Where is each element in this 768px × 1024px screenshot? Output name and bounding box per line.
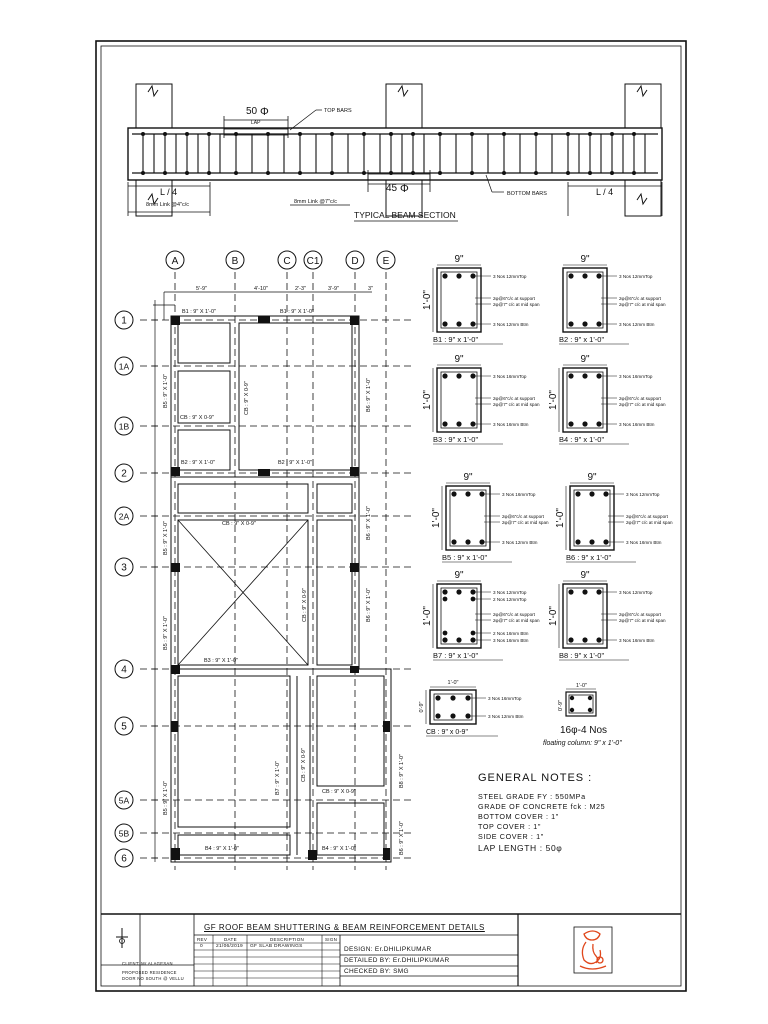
bottom-bar-dot (596, 421, 601, 426)
ganesha-logo (580, 931, 606, 969)
plan-label-b2-left: B2 : 9" X 1'-0" (181, 460, 215, 466)
beam-section-detail (422, 570, 540, 660)
section-callout: 2φ@7" c/c at mid span (502, 519, 549, 525)
grid-row-label: 6 (121, 853, 127, 865)
beam-section-detail (422, 254, 540, 344)
plan-label-b3: B3 : 9" X 1'-0" (204, 658, 238, 664)
top-bar-dot (479, 491, 484, 496)
extra-top-bar-dot (471, 597, 476, 602)
section-width-label: 9" (580, 354, 590, 365)
top-bar-dot (456, 273, 461, 278)
plan-label-v-b6-2: B6 : 9" X 1'-0" (366, 506, 372, 540)
bottom-bar-dot (456, 321, 461, 326)
section-width-label: 9" (454, 570, 464, 581)
section-callout: 3 Nos 16mm Btm (626, 539, 662, 545)
note-line-1: STEEL GRADE FY : 550MPa (478, 792, 586, 801)
top-bar-dot (465, 491, 470, 496)
section-depth-label: 1'-0" (422, 290, 433, 310)
floating-column-bars: 16φ-4 Nos (560, 725, 608, 736)
section-callout: 3 Nos 16mmTop (502, 491, 536, 497)
section-callout: 2 Nos 16mm Btm (493, 630, 529, 636)
plan-label-b4-left: B4 : 9" X 1'-0" (205, 846, 239, 852)
section-caption: B6 : 9" x 1'-0" (566, 553, 612, 562)
top-bar-dot (575, 491, 580, 496)
description-header: DESCRIPTION (270, 937, 305, 942)
floating-column-depth: 0'-9" (558, 700, 564, 711)
rev-value: 0 (200, 944, 203, 949)
l4-right-label: L / 4 (596, 187, 614, 197)
bottom-bar-dot (568, 637, 573, 642)
plan-label-b1-right: B1 : 9" X 1'-0" (280, 309, 314, 315)
section-callout: 3 Nos 16mmTop (493, 373, 527, 379)
mid-lap-phi: Φ (400, 183, 409, 195)
section-callout: 3 Nos 12mm Btm (488, 713, 524, 719)
section-callout: 2φ@6"c/c at support (619, 295, 661, 301)
extra-bottom-bar-dot (443, 631, 448, 636)
section-caption: B7 : 9" x 1'-0" (433, 651, 479, 660)
bottom-bar-dot (589, 539, 594, 544)
section-caption: B8 : 9" x 1'-0" (559, 651, 605, 660)
top-bar-dot (456, 589, 461, 594)
section-depth-label: 0'-9" (419, 701, 425, 713)
general-notes-heading: GENERAL NOTES : (478, 772, 593, 784)
lap-small-label: LAP (251, 120, 261, 126)
link-mid-label: 8mm Link @7"c/c (294, 199, 337, 205)
section-callout: 2φ@6"c/c at support (493, 295, 535, 301)
bottom-bar-dot (470, 321, 475, 326)
section-callout: 2φ@6"c/c at support (619, 395, 661, 401)
plan-label-v-b6-3: B6 : 9" X 1'-0" (366, 588, 372, 622)
section-width-label: 9" (454, 254, 464, 265)
typical-beam-section (128, 84, 662, 221)
beam-section-detail (548, 354, 666, 444)
plan-label-cb-left: CB : 9" X 0-9" (180, 415, 214, 421)
top-bar-dot (470, 373, 475, 378)
extra-top-bar-dot (443, 597, 448, 602)
section-caption: B2 : 9" x 1'-0" (559, 335, 605, 344)
note-line-3: BOTTOM COVER : 1" (478, 812, 559, 821)
plan-label-v-b6-4: B6 : 9" X 1'-0" (399, 821, 405, 855)
floating-column-width: 1'-0" (576, 683, 587, 689)
bottom-bar-dot (465, 713, 470, 718)
bottom-bar-dot (470, 637, 475, 642)
section-callout: 3 Nos 16mm Btm (619, 637, 655, 643)
grid-row-label: 5B (118, 828, 130, 839)
project-line-1: PROPOSED RESIDENCE (122, 970, 177, 975)
section-callout: 3 Nos 12mm Btm (493, 321, 529, 327)
top-bar-dot (568, 373, 573, 378)
top-bar-dot (470, 589, 475, 594)
bottom-bar-dot (582, 421, 587, 426)
grid-row-label: 5A (118, 795, 130, 806)
bottom-bar-dot (596, 637, 601, 642)
section-callout: 3 Nos 12mmTop (619, 273, 653, 279)
grid-row-label: 1A (118, 361, 130, 372)
grid-row-label: 3 (121, 562, 127, 574)
typical-beam-section-title: TYPICAL BEAM SECTION (354, 210, 456, 220)
bottom-bar-dot (435, 713, 440, 718)
beam-section-detail (422, 354, 540, 444)
grid-row-label: 5 (121, 721, 127, 733)
plan-label-v-b5-mid: B5 : 9" X 1'-0" (163, 521, 169, 555)
detailed-by: DETAILED BY: Er.DHILIPKUMAR (344, 957, 450, 964)
top-dim-4: 3'-9" (328, 286, 339, 292)
bottom-bar-dot (568, 421, 573, 426)
plan-label-cb-mid: CB : 9" X 0-9" (222, 521, 256, 527)
grid-col-label: C1 (306, 256, 320, 267)
grid-row-label: 1B (118, 421, 130, 432)
plan-label-v-cb-3: CB : 9" X 0-9" (301, 748, 307, 782)
section-caption: B3 : 9" x 1'-0" (433, 435, 479, 444)
top-bar-dot (450, 695, 455, 700)
section-callout: 2φ@7" c/c at mid span (493, 617, 540, 623)
note-line-2: GRADE OF CONCRETE fck : M25 (478, 802, 606, 811)
top-bar-dot (568, 273, 573, 278)
section-caption: B5 : 9" x 1'-0" (442, 553, 488, 562)
top-bar-dot (596, 273, 601, 278)
date-value: 21/06/2019 (216, 944, 244, 949)
beam-section-detail (419, 680, 524, 736)
section-callout: 2φ@7" c/c at mid span (619, 617, 666, 623)
grid-row-label: 2A (118, 511, 130, 522)
bottom-bar-dot (456, 421, 461, 426)
top-bar-dot (442, 589, 447, 594)
l4-left-label: L / 4 (160, 187, 178, 197)
section-width-label: 9" (580, 254, 590, 265)
bottom-bar-dot (596, 321, 601, 326)
plan-label-b2-right: B2 : 9" X 1'-0" (278, 460, 312, 466)
bottom-bar-dot (442, 421, 447, 426)
section-callout: 2φ@6"c/c at support (626, 513, 668, 519)
section-caption: B4 : 9" x 1'-0" (559, 435, 605, 444)
beam-section-detail (559, 254, 666, 344)
plan-label-v-b8: B8 : 9" X 1'-0" (399, 754, 405, 788)
note-line-5: SIDE COVER : 1" (478, 832, 544, 841)
section-callout: 2φ@7" c/c at mid span (626, 519, 673, 525)
top-bar-dot (456, 373, 461, 378)
client-name: CLIENT: Mr.ALAGESAN (122, 961, 173, 966)
mid-lap-label: 45 (386, 183, 398, 194)
section-callout: 2φ@7" c/c at mid span (493, 301, 540, 307)
plan-label-v-b5-top: B5 : 9" X 1'-0" (163, 374, 169, 408)
section-callout: 3 Nos 16mm Btm (619, 421, 655, 427)
top-dim-2: 4'-10" (254, 286, 269, 292)
section-depth-label: 1'-0" (422, 606, 433, 626)
lap-phi: Φ (260, 106, 269, 118)
top-bar-dot (465, 695, 470, 700)
bottom-bar-dot (456, 637, 461, 642)
section-callout: 2φ@6"c/c at support (493, 395, 535, 401)
general-notes (478, 772, 688, 853)
section-width-label: 1'-0" (447, 680, 459, 686)
grid-col-label: A (171, 256, 179, 267)
section-callout: 3 Nos 12mmTop (493, 273, 527, 279)
section-callout: 3 Nos 12mm Btm (502, 539, 538, 545)
bottom-bar-dot (450, 713, 455, 718)
top-dim-3: 2'-3" (295, 286, 306, 292)
bottom-bar-dot (479, 539, 484, 544)
top-bars-label: TOP BARS (324, 108, 352, 114)
note-lap-length: LAP LENGTH : 50φ (478, 843, 563, 853)
plan-label-b1-left: B1 : 9" X 1'-0" (182, 309, 216, 315)
beam-plan (115, 251, 415, 870)
plan-label-v-b6-1: B6 : 9" X 1'-0" (366, 378, 372, 412)
section-callout: 3 Nos 12mmTop (619, 589, 653, 595)
top-bar-dot (596, 589, 601, 594)
plan-label-v-b5-low: B5 : 9" X 1'-0" (163, 616, 169, 650)
section-callout: 2φ@6"c/c at support (502, 513, 544, 519)
plan-label-v-cb-1: CB : 9" X 0-9" (244, 381, 250, 415)
top-bar-dot (435, 695, 440, 700)
section-callout: 2 Nos 12mmTop (493, 596, 527, 602)
top-bar-dot (442, 373, 447, 378)
bottom-bar-dot (582, 637, 587, 642)
top-bar-dot (451, 491, 456, 496)
section-caption: B1 : 9" x 1'-0" (433, 335, 479, 344)
extra-bottom-bar-dot (471, 631, 476, 636)
section-depth-label: 1'-0" (422, 390, 433, 410)
section-width-label: 9" (580, 570, 590, 581)
beam-section-detail (431, 472, 549, 562)
date-header: DATE (224, 937, 237, 942)
section-depth-label: 1'-0" (555, 508, 566, 528)
grid-col-label: E (382, 256, 390, 267)
bottom-bar-dot (568, 321, 573, 326)
top-bar-dot (589, 491, 594, 496)
section-depth-label: 1'-0" (548, 390, 559, 410)
section-callout: 3 Nos 16mmTop (488, 695, 522, 701)
bottom-bar-dot (465, 539, 470, 544)
top-dim-5: 3" (368, 286, 374, 292)
bottom-bar-dot (442, 321, 447, 326)
section-callout: 3 Nos 16mm Btm (493, 421, 529, 427)
checked-by: CHECKED BY: SMG (344, 968, 409, 975)
section-caption: CB : 9" x 0-9" (426, 729, 468, 736)
link-left-label: 8mm Link @4"c/c (146, 202, 189, 208)
section-callout: 3 Nos 12mmTop (493, 589, 527, 595)
project-line-2: DOOR NO SOUTH @ VELLU (122, 976, 184, 981)
top-bar-dot (582, 373, 587, 378)
top-bar-dot (470, 273, 475, 278)
description-value: GF SLAB DRAWINGS (250, 944, 303, 949)
top-dim-1: 5'-9" (196, 286, 207, 292)
top-bar-dot (568, 589, 573, 594)
grid-col-label: D (351, 256, 359, 267)
section-callout: 2φ@6"c/c at support (493, 611, 535, 617)
top-bar-dot (582, 589, 587, 594)
sign-header: SIGN (325, 937, 338, 942)
bottom-bar-dot (603, 539, 608, 544)
section-callout: 3 Nos 16mmTop (619, 373, 653, 379)
section-callout: 3 Nos 12mmTop (626, 491, 660, 497)
section-callout: 2φ@7" c/c at mid span (619, 301, 666, 307)
section-depth-label: 1'-0" (548, 606, 559, 626)
plan-label-v-b5-bot: B5 : 9" X 1'-0" (163, 781, 169, 815)
plan-label-cb-right: CB : 9" X 0-9" (322, 789, 356, 795)
section-width-label: 9" (587, 472, 597, 483)
grid-col-label: B (231, 256, 239, 267)
floating-column-detail (543, 683, 622, 747)
plan-label-v-b7: B7 : 9" X 1'-0" (275, 761, 281, 795)
plan-label-b4-right: B4 : 9" X 1'-0" (322, 846, 356, 852)
grid-row-label: 1 (121, 315, 127, 327)
floating-column-caption: floating column: 9" x 1'-0" (543, 740, 622, 747)
bottom-bar-dot (575, 539, 580, 544)
plan-label-v-cb-2: CB : 9" X 0-9" (302, 588, 308, 622)
grid-col-label: C (283, 256, 291, 267)
section-callout: 2φ@7" c/c at mid span (493, 401, 540, 407)
lap-label: 50 (246, 106, 258, 117)
bottom-bar-dot (582, 321, 587, 326)
grid-row-label: 2 (121, 468, 127, 480)
beam-section-detail (555, 472, 673, 562)
section-callout: 3 Nos 12mm Btm (619, 321, 655, 327)
bottom-bar-dot (451, 539, 456, 544)
bottom-bars-label: BOTTOM BARS (507, 191, 547, 197)
bottom-bar-dot (470, 421, 475, 426)
section-callout: 2φ@7" c/c at mid span (619, 401, 666, 407)
top-bar-dot (582, 273, 587, 278)
top-bar-dot (603, 491, 608, 496)
section-outline (430, 690, 476, 724)
section-width-label: 9" (454, 354, 464, 365)
grid-row-label: 4 (121, 664, 127, 676)
top-bar-dot (596, 373, 601, 378)
section-callout: 2φ@6"c/c at support (619, 611, 661, 617)
section-width-label: 9" (463, 472, 473, 483)
rev-header: REV (197, 937, 208, 942)
section-depth-label: 1'-0" (431, 508, 442, 528)
top-bar-dot (442, 273, 447, 278)
drawing-title: GF ROOF BEAM SHUTTERING & BEAM REINFORCEMENT DETAILS (204, 923, 485, 932)
bottom-bar-dot (442, 637, 447, 642)
design-by: DESIGN: Er.DHILIPKUMAR (344, 946, 432, 953)
note-line-4: TOP COVER : 1" (478, 822, 542, 831)
beam-section-detail (548, 570, 666, 660)
section-callout: 3 Nos 16mm Btm (493, 637, 529, 643)
